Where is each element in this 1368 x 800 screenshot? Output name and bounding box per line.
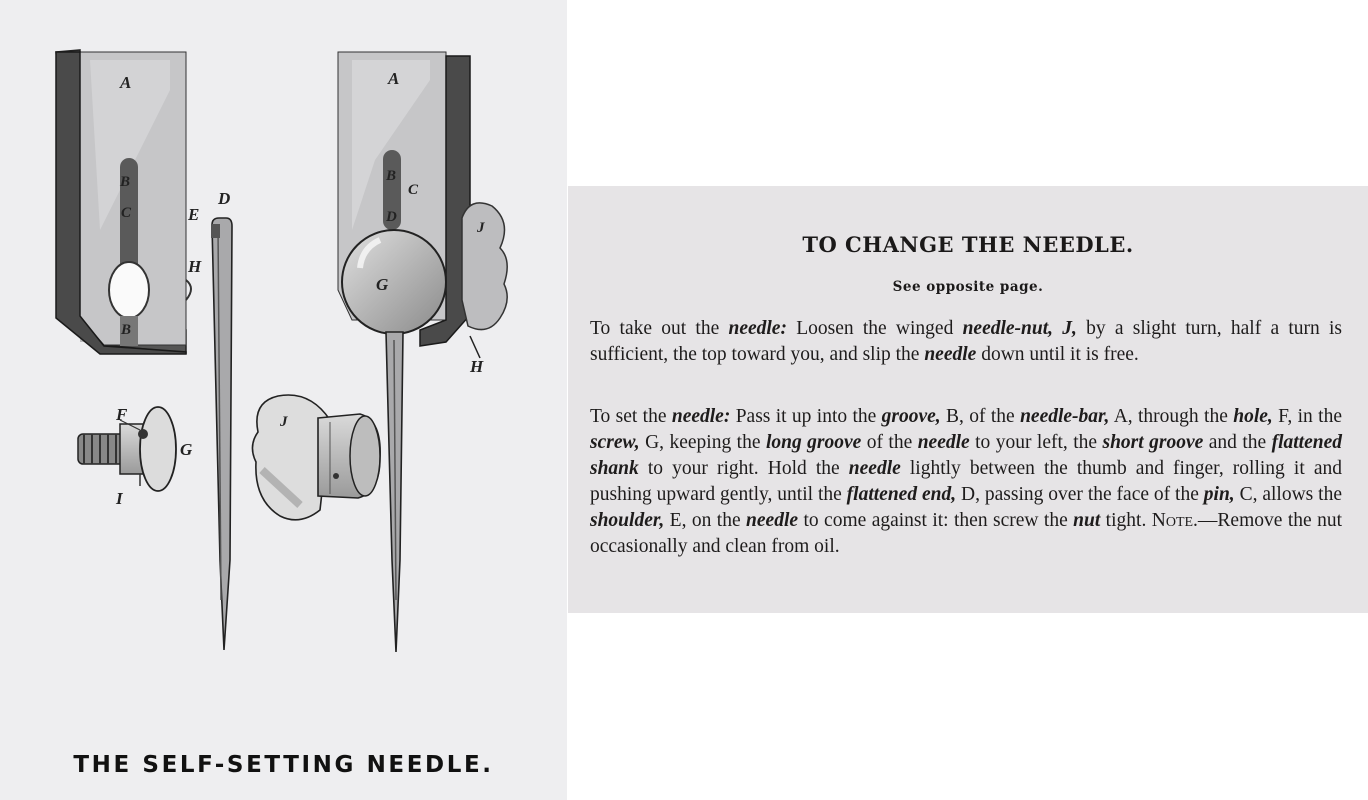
text-span: Pass it up into the — [730, 406, 882, 427]
term-needle-bar: needle-bar, — [1020, 406, 1110, 427]
page-title: TO CHANGE THE NEEDLE. — [802, 232, 1134, 257]
text-span: F, in the — [1272, 406, 1342, 427]
term-screw: screw, — [590, 432, 640, 453]
label-h-left: H — [188, 257, 202, 276]
label-d: D — [218, 189, 231, 208]
term-groove: groove, — [881, 406, 941, 427]
text-span: to your left, the — [969, 432, 1103, 453]
winged-nut — [252, 395, 380, 520]
text-span: to come against it: then screw the — [798, 510, 1074, 531]
text-span: D, passing over the face of the — [956, 484, 1204, 505]
term-short-groove: short groove — [1102, 432, 1204, 453]
term-needle-nut: needle-nut, — [962, 318, 1054, 339]
term-needle: needle — [917, 432, 970, 453]
note-label: Note. — [1151, 510, 1198, 531]
term-hole: hole, — [1233, 406, 1273, 427]
label-a-left: A — [120, 73, 132, 92]
text-span: A, through the — [1109, 406, 1234, 427]
paragraph-set-needle — [590, 404, 1342, 560]
figure-caption: THE SELF-SETTING NEEDLE. — [73, 752, 494, 778]
text-span: to your right. Hold the — [638, 458, 849, 479]
label-b-left-bottom: B — [121, 322, 132, 338]
term-needle: needle: — [728, 318, 787, 339]
label-i: I — [116, 489, 123, 508]
text-span: and the — [1203, 432, 1272, 453]
label-h-right: H — [470, 357, 484, 376]
label-b-left-top: B — [120, 174, 131, 190]
term-nut: nut — [1073, 510, 1101, 531]
label-a-right: A — [388, 69, 400, 88]
needle-diagram — [0, 0, 567, 800]
instructions-page — [568, 186, 1368, 613]
term-j: J, — [1062, 318, 1077, 339]
text-span: tight. — [1100, 510, 1152, 531]
text-span: To take out the — [590, 318, 729, 339]
figure-page — [0, 0, 567, 800]
label-g-right: G — [376, 275, 389, 294]
text-span: of the — [861, 432, 918, 453]
text-span: B, of the — [940, 406, 1021, 427]
term-needle: needle — [746, 510, 799, 531]
paragraph-take-out — [590, 316, 1342, 368]
label-b-right: B — [386, 168, 397, 184]
text-span: To set the — [590, 406, 672, 427]
term-needle: needle — [848, 458, 901, 479]
needle-bar-left — [56, 50, 191, 354]
needle-bar-right — [338, 52, 507, 652]
label-c-left: C — [121, 205, 132, 221]
text-span: lightly between the thumb and finger, rolling it and pushing upward gently, until the — [590, 458, 1342, 505]
text-span: down until it is free. — [976, 344, 1139, 365]
term-flattened-shank: flattened shank — [590, 432, 1342, 479]
term-flattened-end: flattened end, — [846, 484, 957, 505]
label-c-right: C — [408, 182, 419, 198]
label-j-nut: J — [280, 414, 288, 430]
text-span: by a slight turn, half a turn is sufficient, the top toward you, and slip the — [590, 318, 1342, 365]
text-span — [1053, 318, 1062, 339]
text-span: —Remove the nut occasionally and clean from oil. — [590, 510, 1342, 557]
text-span: Loosen the winged — [786, 318, 963, 339]
term-pin: pin, — [1203, 484, 1235, 505]
needle — [211, 218, 232, 650]
term-long-groove: long groove — [765, 432, 862, 453]
text-span: G, keeping the — [639, 432, 766, 453]
term-needle: needle — [924, 344, 977, 365]
label-d-right: D — [386, 209, 397, 225]
term-shoulder: shoulder, — [590, 510, 665, 531]
label-j-right: J — [477, 220, 485, 236]
page-subtitle: See opposite page. — [892, 279, 1044, 295]
label-g-screw: G — [180, 440, 193, 459]
label-f: F — [116, 405, 128, 424]
label-e: E — [188, 205, 200, 224]
text-span: C, allows the — [1234, 484, 1342, 505]
term-needle: needle: — [671, 406, 731, 427]
text-span: E, on the — [664, 510, 747, 531]
